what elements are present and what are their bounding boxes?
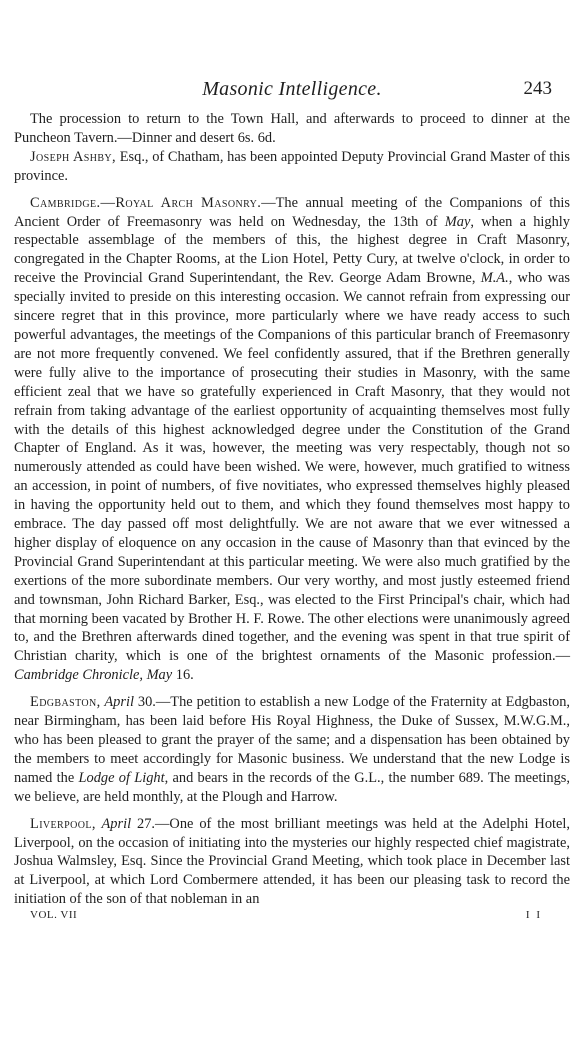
italic-text: M.A.: [480, 270, 509, 287]
paragraph-text: 30.—The petition to establish a new Lodge of the Fraternity at Edgbaston, near Birmingham, has been laid before His Royal Highness, the Duke of Sussex, M.W.G.M., who has been pleased to grant the prayer of the same; and a dispensation has been obtained by the members to meet accordingly for Masonic business. We understand that the new Lodge is named the: [14, 694, 571, 786]
paragraph-edgbaston: [14, 693, 570, 806]
paragraph-text: , who was specially invited to preside on this interesting occasion. We cannot refrain from expressing our sincere regret that in this province, more particularly where we have ready access to such powerful advantages, the meetings of the Companions of this particular branch of Freemasonry are not more frequently convened. We feel confidently assured, that if the Brethren generally were fully alive to the importance of prosecuting their studies in Masonry, with the same efficient zeal that we have so gratefully experienced in Craft Masonry, that they would not refrain from taking advantage of the earliest opportunity of acquainting themselves most fully with the details of this highest acknowledged degree under the Constitution of the Grand Chapter of England. As it was, however, the meeting was very respectably, though not so numerously attended as could have been wished. We were, however, much gratified to witness an accession, in point of numbers, of five novitiates, who expressed themselves highly pleased in having the opportunity held out to them, and which they found themselves most happy to embrace. The day passed off most delightfully. We are not aware that we ever witnessed a higher display of eloquence on any occasion in the cause of Masonry than that evinced by the Provincial Grand Superintendant at this particular meeting. We were also much gratified by the exertions of the more subordinate members. Our very worthy, and most justly esteemed friend and townsman, John Richard Barker, Esq., was elected to the First Principal's chair, which had that morning been vacated by Brother H. F. Rowe. The other elections were unanimously agreed to, and the Brethren afterwards dined together, and the evening was spent in that true spirit of Christian charity, which is one of the brightest ornaments of the Masonic profession.—: [14, 270, 570, 665]
italic-text: April: [100, 694, 134, 711]
book-page: [14, 78, 570, 927]
paragraph-text: 27.—One of the most brilliant meetings was held at the Adelphi Hotel, Liverpool, on the occasion of initiating into the mysteries our highly respected chief magistrate, Joshua Walmsley, Esq. Since the Provincial Grand Meeting, which took place in December last at Liverpool, at which Lord Combermere attended, it has been our pleasing task to record the initiation of the son of that nobleman in an: [14, 815, 571, 908]
paragraph-text: , when a highly respectable assemblage of the members of this, the highest degree in Craft Masonry, congregated in the Chapter Rooms, at the Lion Hotel, Petty Cury, at twelve o'clock, in order to receive the Provincial Grand Superintendant, the Rev. George Adam Browne,: [14, 213, 570, 287]
paragraph-text: The procession to return to the Town Hall, and afterwards to proceed to dinner at the Puncheon Tavern.—Dinner and desert 6s. 6d.: [14, 111, 570, 146]
signature-mark: I I: [525, 909, 542, 922]
paragraph-text: Esq., of Chatham, has been appointed Deputy Provincial Grand Master of this province.: [14, 148, 570, 184]
paragraph-ashby: [14, 148, 570, 186]
italic-text: Lodge of Light: [78, 769, 165, 786]
italic-source: Cambridge Chronicle, May: [14, 667, 173, 684]
paragraph-liverpool: [14, 815, 570, 910]
page-footer: [14, 909, 570, 927]
volume-marker: VOL. VII: [30, 909, 78, 922]
running-title: Masonic Intelligence.: [202, 78, 382, 100]
paragraph-text: 16.: [172, 667, 194, 684]
paragraph-lead-place: Edgbaston,: [30, 694, 101, 711]
italic-text: May: [444, 213, 471, 230]
paragraph-procession: [14, 110, 570, 148]
paragraph-lead-name: Joseph Ashby,: [30, 148, 117, 165]
page-number: 243: [523, 78, 552, 99]
italic-text: April: [95, 815, 132, 832]
paragraph-lead-place: Liverpool,: [30, 815, 96, 832]
running-header: [14, 78, 570, 108]
paragraph-text: , and bears in the records of the G.L., the number 689. The meetings, we believe, are held monthly, at the Plough and Harrow.: [14, 769, 570, 805]
paragraph-text: —The annual meeting of the Companions of this Ancient Order of Freemasonry was held on Wednesday, the 13th of: [14, 194, 570, 230]
paragraph-lead-heading: Cambridge.—Royal Arch Masonry.: [30, 194, 262, 211]
paragraph-cambridge: [14, 194, 570, 686]
